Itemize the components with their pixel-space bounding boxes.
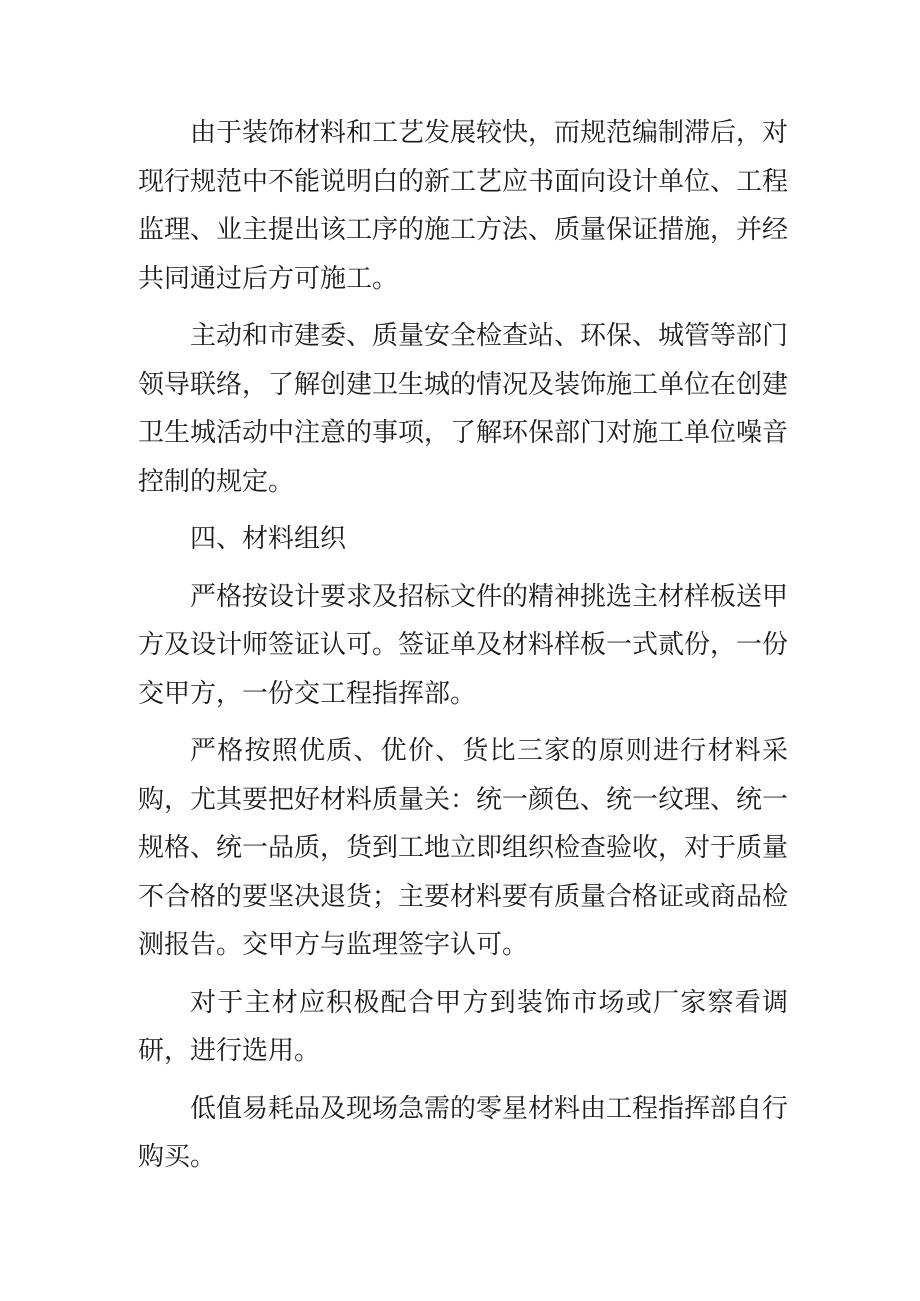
paragraph-main-material-selection: 对于主材应积极配合甲方到装饰市场或厂家察看调研，进行选用。 (138, 987, 788, 1066)
paragraph-consumables: 低值易耗品及现场急需的零星材料由工程指挥部自行购买。 (138, 1093, 789, 1172)
paragraph-procurement: 严格按照优质、优价、货比三家的原则进行材料采购，尤其要把好材料质量关：统一颜色、统一纹理、统一规格、统一品质，货到工地立即组织检查验收，对于质量不合格的要坚决退货；主要材料要有质量合格证或商品检测报告。交甲方与监理签字认可。 (138, 736, 789, 960)
paragraph-sample-approval: 严格按设计要求及招标文件的精神挑选主材样板送甲方及设计师签证认可。签证单及材料样板一式贰份，一份交甲方，一份交工程指挥部。 (138, 581, 789, 709)
section-heading-material-organization: 四、材料组织 (190, 524, 347, 554)
document-body (138, 109, 788, 1191)
paragraph-liaison: 主动和市建委、质量安全检查站、环保、城管等部门领导联络，了解创建卫生城的情况及装饰施工单位在创建卫生城活动中注意的事项，了解环保部门对施工单位噪音控制的规定。 (138, 321, 789, 497)
paragraph-new-process: 由于装饰材料和工艺发展较快，而规范编制滞后，对现行规范中不能说明白的新工艺应书面向设计单位、工程监理、业主提出该工序的施工方法、质量保证措施，并经共同通过后方可施工。 (138, 118, 789, 294)
